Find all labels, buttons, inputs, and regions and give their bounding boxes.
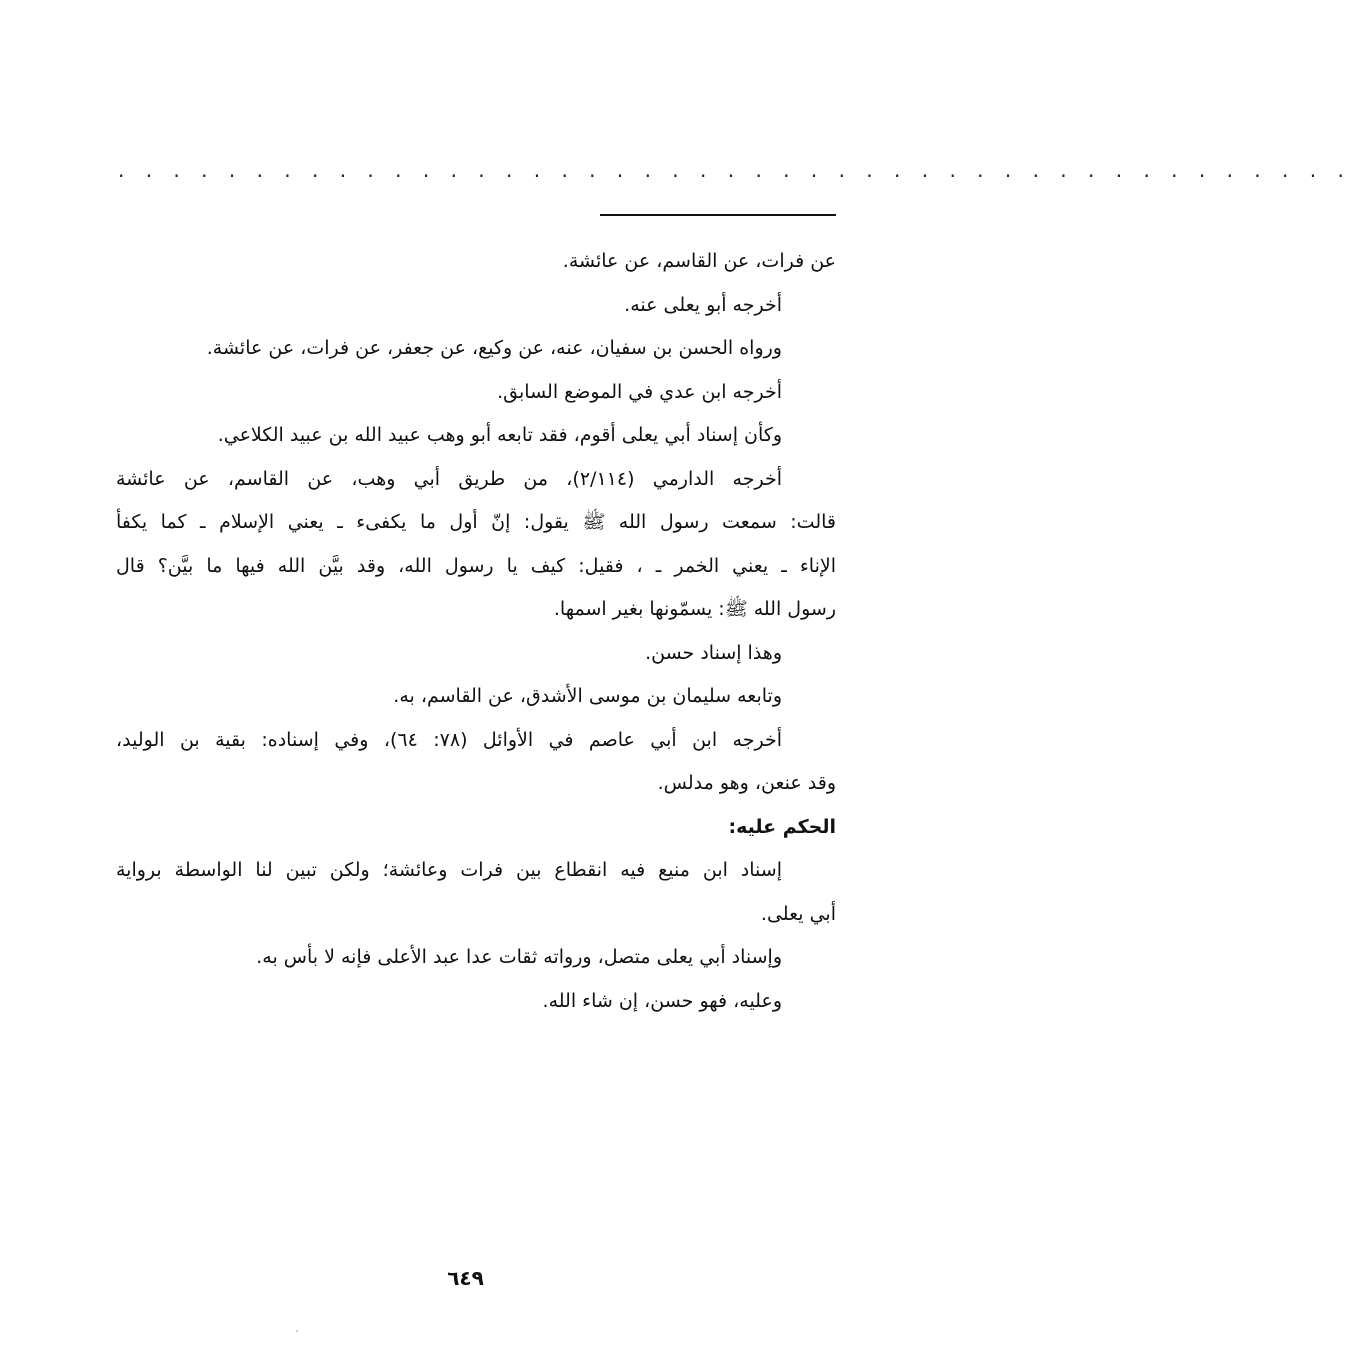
text-line: أخرجه أبو يعلى عنه. — [624, 293, 782, 316]
section-heading: الحكم عليه: — [728, 815, 836, 838]
scan-speck — [296, 1330, 298, 1332]
text-line: إسناد ابن منيع فيه انقطاع بين فرات وعائشة؛ ولكن تبين لنا الواسطة برواية — [116, 859, 782, 881]
text-line: قالت: سمعت رسول الله ﷺ يقول: إنّ أول ما يكفىء ـ يعني الإسلام ـ كما يكفأ — [116, 511, 836, 533]
text-line: وعليه، فهو حسن، إن شاء الله. — [542, 989, 782, 1012]
footnote-text — [116, 240, 836, 1023]
text-line: رسول الله ﷺ: يسمّونها بغير اسمها. — [553, 598, 836, 620]
text-line: أخرجه ابن أبي عاصم في الأوائل (٧٨: ٦٤)، وفي إسناده: بقية بن الوليد، — [116, 728, 782, 751]
text-line: أخرجه الدارمي (٢/١١٤)، من طريق أبي وهب، عن القاسم، عن عائشة — [116, 467, 782, 490]
text-line: وتابعه سليمان بن موسى الأشدق، عن القاسم، به. — [393, 685, 782, 707]
text-line: وكأن إسناد أبي يعلى أقوم، فقد تابعه أبو وهب عبيد الله بن عبيد الكلاعي. — [217, 424, 782, 446]
text-line: أخرجه ابن عدي في الموضع السابق. — [497, 380, 782, 403]
text-line: وقد عنعن، وهو مدلس. — [657, 772, 836, 794]
page-number: ٦٤٩ — [447, 1266, 484, 1290]
text-line: أبي يعلى. — [760, 902, 836, 925]
text-line: وهذا إسناد حسن. — [645, 641, 782, 664]
text-line: الإناء ـ يعني الخمر ـ ، فقيل: كيف يا رسول الله، وقد بيَّن الله فيها ما بيَّن؟ قال — [116, 554, 836, 577]
footnote-rule — [600, 214, 836, 216]
dotted-separator: . . . . . . . . . . . . . . . . . . . . . . . . . . . . . . . . . . . . . . . . . . . . . — [118, 158, 1351, 182]
text-line: وإسناد أبي يعلى متصل، ورواته ثقات عدا عبد الأعلى فإنه لا بأس به. — [256, 946, 782, 968]
text-line: ورواه الحسن بن سفيان، عنه، عن وكيع، عن جعفر، عن فرات، عن عائشة. — [206, 337, 782, 359]
text-line: عن فرات، عن القاسم، عن عائشة. — [562, 250, 836, 272]
